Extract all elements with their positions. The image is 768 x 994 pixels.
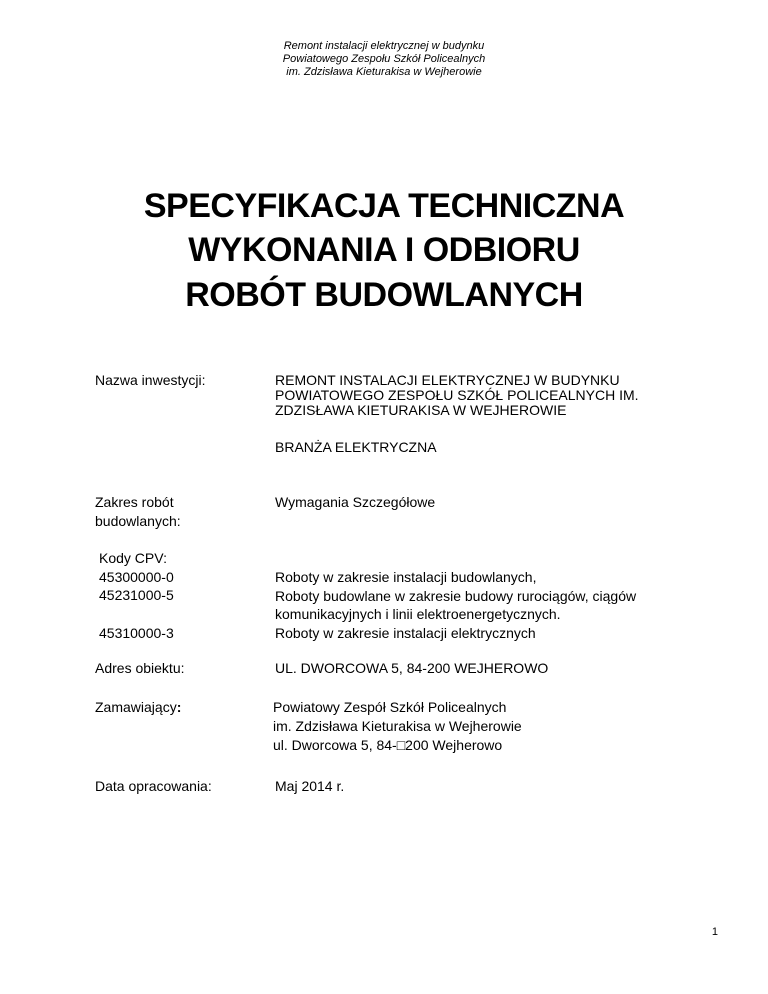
branch-label: BRANŻA ELEKTRYCZNA [275, 439, 437, 455]
scope-value: Wymagania Szczegółowe [275, 494, 436, 510]
client-line-1: Powiatowy Zespół Szkół Policealnych [273, 699, 507, 715]
address-label: Adres obiektu: [95, 660, 185, 676]
page-number: 1 [711, 926, 718, 938]
scope-label-line-2: budowlanych: [95, 513, 181, 529]
cpv-desc-2-line-2: komunikacyjnych i linii elektroenergetycznych. [275, 606, 561, 622]
header-line-1: Remont instalacji elektrycznej w budynku [283, 40, 485, 52]
date-value: Maj 2014 r. [275, 778, 345, 794]
client-line-2: im. Zdzisława Kieturakisa w Wejherowie [273, 718, 522, 734]
cpv-label: Kody CPV: [99, 550, 167, 566]
title-line-2: WYKONANIA I ODBIORU [188, 231, 580, 269]
title-line-1: SPECYFIKACJA TECHNICZNA [143, 187, 625, 225]
client-label-colon: : [176, 699, 182, 715]
investment-value-line-1: REMONT INSTALACJI ELEKTRYCZNEJ W BUDYNKU [275, 372, 620, 388]
cpv-code-1: 45300000-0 [99, 569, 174, 585]
investment-value-line-3: ZDZISŁAWA KIETURAKISA W WEJHEROWIE [275, 402, 567, 418]
investment-value-line-2: POWIATOWEGO ZESPOŁU SZKÓŁ POLICEALNYCH IM. [275, 387, 639, 403]
address-value: UL. DWORCOWA 5, 84-200 WEJHEROWO [275, 660, 549, 676]
client-label [95, 699, 181, 716]
header-line-3: im. Zdzisława Kieturakisa w Wejherowie [286, 66, 482, 78]
cpv-desc-1: Roboty w zakresie instalacji budowlanych, [275, 569, 537, 585]
cpv-desc-3: Roboty w zakresie instalacji elektrycznych [275, 625, 536, 641]
date-label: Data opracowania: [95, 778, 212, 794]
cpv-desc-2-line-1: Roboty budowlane w zakresie budowy rurociągów, ciągów [275, 588, 637, 604]
client-label-text: Zamawiający [95, 699, 177, 715]
cpv-code-3: 45310000-3 [99, 625, 174, 641]
header-line-2: Powiatowego Zespołu Szkół Policealnych [282, 53, 486, 65]
scope-label-line-1: Zakres robót [95, 494, 174, 510]
title-line-3: ROBÓT BUDOWLANYCH [185, 276, 583, 314]
client-line-3: ul. Dworcowa 5, 84-□200 Wejherowo [273, 737, 503, 753]
cpv-code-2: 45231000-5 [99, 587, 174, 603]
investment-label: Nazwa inwestycji: [95, 372, 206, 388]
